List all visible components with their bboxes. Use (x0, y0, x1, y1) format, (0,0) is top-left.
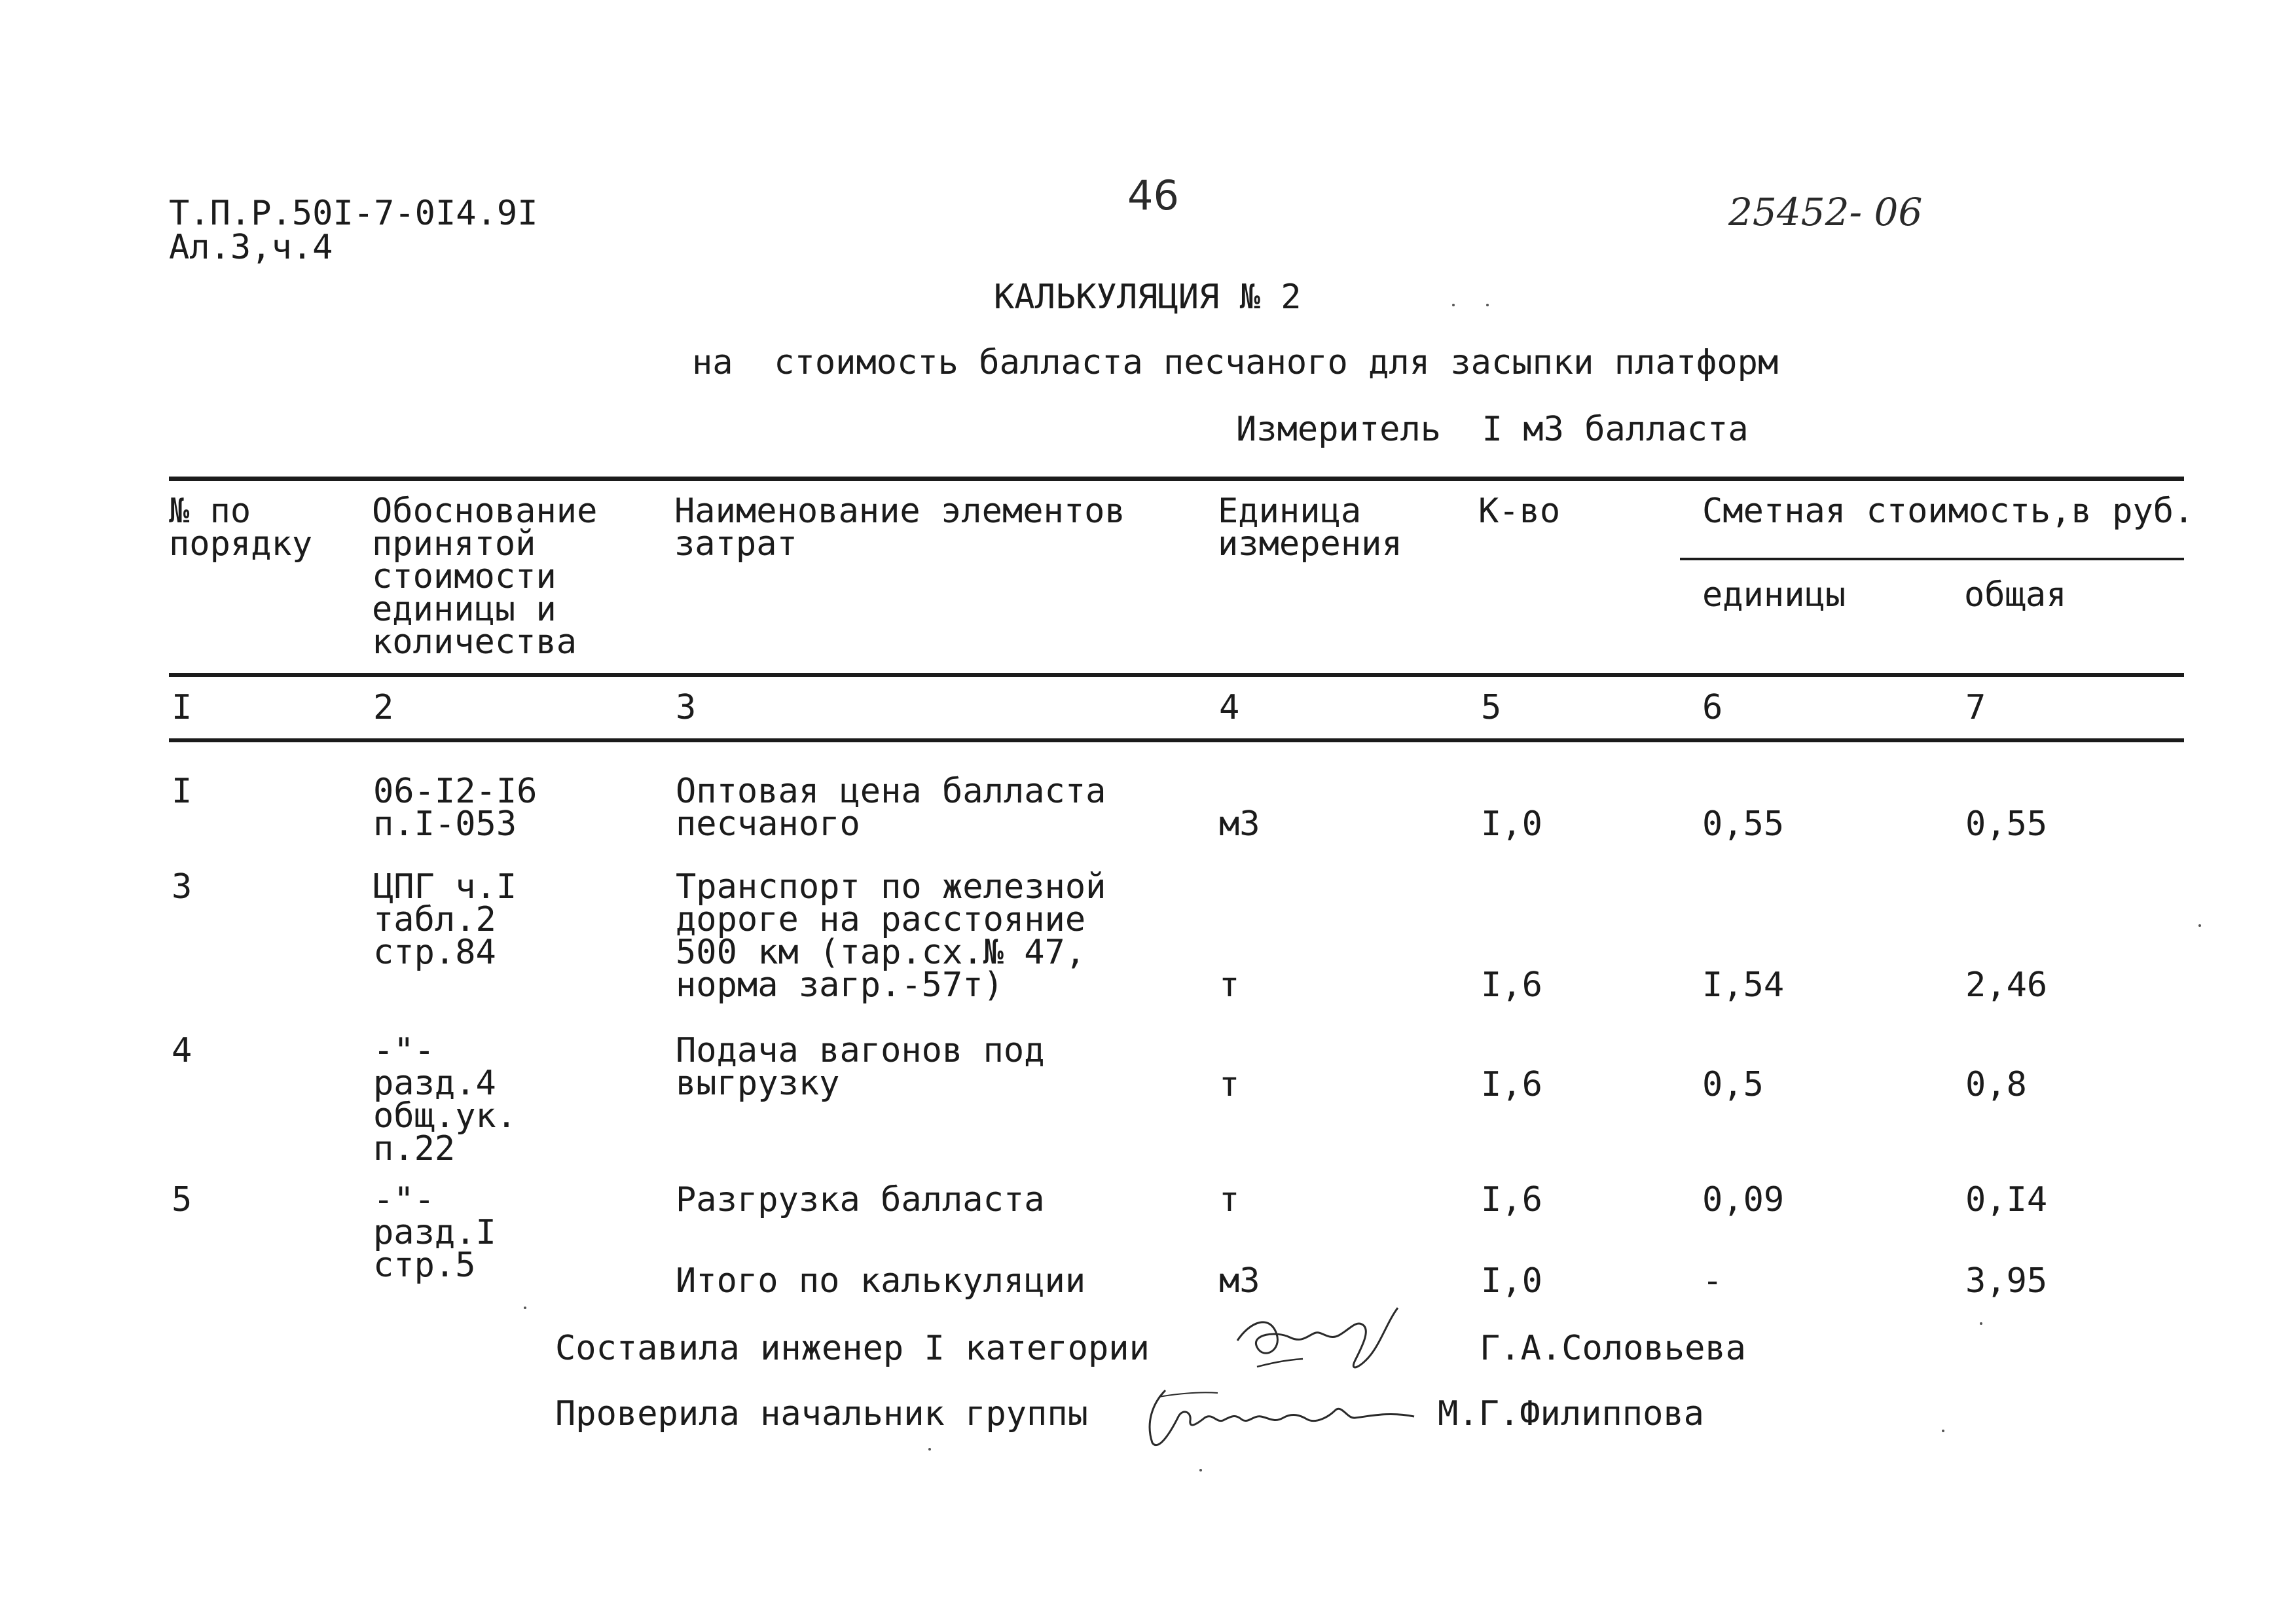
column-number: 2 (373, 688, 394, 727)
row-quantity: I,6 (1481, 965, 1542, 1005)
row-number: 4 (172, 1031, 192, 1070)
signature-compiled (1231, 1295, 1414, 1386)
document-code: Т.П.Р.50I-7-0I4.9I (169, 194, 538, 233)
page-number: 46 (1127, 171, 1179, 219)
scan-speck (928, 1448, 931, 1451)
row-unit: т (1219, 965, 1240, 1005)
row-total-cost: 2,46 (1965, 965, 2048, 1005)
scan-speck (524, 1307, 526, 1309)
row-unit-cost: 0,55 (1702, 804, 1785, 844)
row-total-cost: 0,I4 (1965, 1180, 2048, 1219)
compiled-by-name: Г.А.Соловьева (1480, 1329, 1746, 1368)
scan-speck (1942, 1430, 1944, 1432)
header-cell-unit-cost: единицы (1702, 575, 1846, 615)
row-cost-element: Оптовая цена балласта песчаного (676, 772, 1106, 844)
header-cell-cost-element: Наименование элементов затрат (674, 492, 1125, 564)
row-basis: -"- разд.I стр.5 (373, 1180, 496, 1285)
header-cell-total-cost: общая (1964, 575, 2067, 615)
row-unit: т (1219, 1180, 1240, 1219)
row-unit: т (1219, 1065, 1240, 1104)
column-number: 5 (1481, 688, 1502, 727)
total-unit-cost: - (1702, 1261, 1723, 1301)
row-number: I (172, 772, 192, 811)
header-bottom-rule (169, 673, 2184, 677)
row-cost-element: Подача вагонов под выгрузку (676, 1031, 1045, 1103)
document-subtitle: на стоимость балласта песчаного для засыпки платформ (692, 343, 1779, 382)
header-cell-unit: Единица измерения (1218, 492, 1402, 564)
signature-checked (1139, 1377, 1421, 1456)
row-basis: ЦПГ ч.I табл.2 стр.84 (373, 867, 517, 972)
total-quantity: I,0 (1481, 1261, 1542, 1301)
header-cell-basis: Обоснование принятой стоимости единицы и количества (372, 492, 598, 662)
total-label: Итого по калькуляции (676, 1261, 1086, 1301)
row-total-cost: 0,55 (1965, 804, 2048, 844)
column-number: I (172, 688, 192, 727)
column-number: 7 (1965, 688, 1986, 727)
document-section: Ал.3,ч.4 (169, 228, 333, 267)
scan-speck (1199, 1469, 1202, 1471)
column-numbers-rule (169, 738, 2184, 742)
row-unit-cost: 0,5 (1702, 1065, 1764, 1104)
header-cell-estimated-cost: Сметная стоимость,в руб. (1702, 492, 2195, 531)
column-number: 3 (676, 688, 697, 727)
measure-unit-line: Измеритель I м3 балласта (1236, 410, 1749, 449)
column-number: 6 (1702, 688, 1723, 727)
scan-speck (1980, 1322, 1982, 1325)
checked-by-label: Проверила начальник группы (555, 1394, 1088, 1434)
row-basis: 06-I2-I6 п.I-053 (373, 772, 538, 844)
row-number: 5 (172, 1180, 192, 1219)
row-cost-element: Транспорт по железной дороге на расстояние 500 км (тар.сх.№ 47, норма загр.-57т) (676, 867, 1106, 1005)
document-title: КАЛЬКУЛЯЦИЯ № 2 (994, 278, 1302, 317)
row-unit-cost: 0,09 (1702, 1180, 1785, 1219)
checked-by-name: М.Г.Филиппова (1438, 1394, 1704, 1434)
header-cell-quantity: К-во (1478, 492, 1561, 531)
row-quantity: I,0 (1481, 804, 1542, 844)
table-top-rule (169, 477, 2184, 481)
header-cell-number: № по порядку (169, 492, 313, 564)
column-number: 4 (1219, 688, 1240, 727)
total-cost: 3,95 (1965, 1261, 2048, 1301)
scan-speck (2198, 924, 2201, 927)
row-quantity: I,6 (1481, 1065, 1542, 1104)
total-unit: м3 (1219, 1261, 1260, 1301)
row-cost-element: Разгрузка балласта (676, 1180, 1045, 1219)
row-basis: -"- разд.4 общ.ук. п.22 (373, 1031, 517, 1168)
compiled-by-label: Составила инженер I категории (555, 1329, 1150, 1368)
inventory-number: 25452- 06 (1728, 190, 1923, 234)
row-unit: м3 (1219, 804, 1260, 844)
group-header-rule (1680, 558, 2184, 560)
scan-speck (1452, 304, 1455, 306)
row-unit-cost: I,54 (1702, 965, 1785, 1005)
row-number: 3 (172, 867, 192, 907)
row-total-cost: 0,8 (1965, 1065, 2027, 1104)
scan-speck (1486, 304, 1489, 306)
row-quantity: I,6 (1481, 1180, 1542, 1219)
